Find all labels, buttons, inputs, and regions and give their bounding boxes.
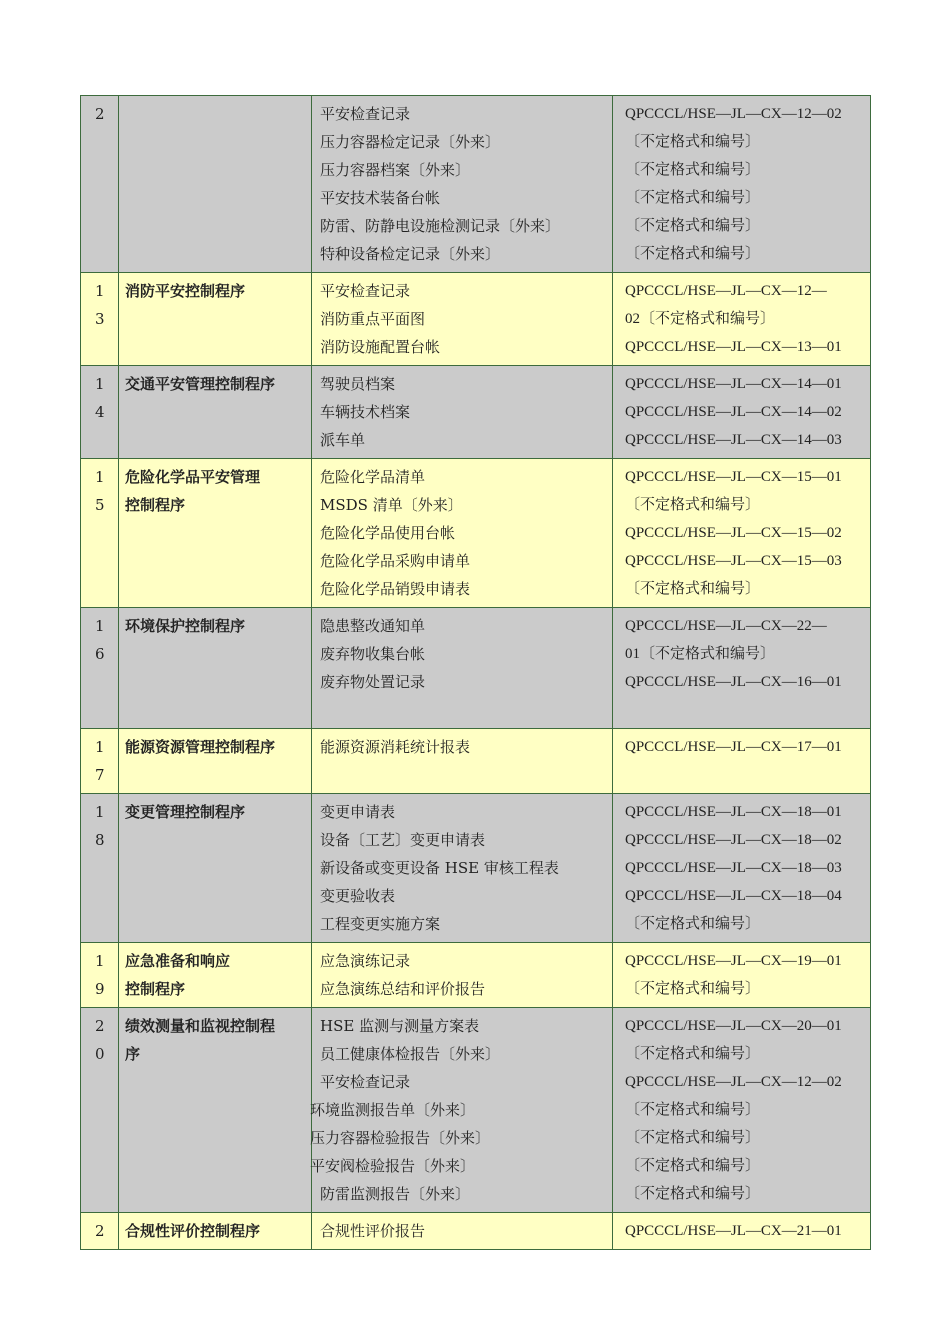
record-list-cell (312, 366, 613, 459)
procedure-name: 变更管理控制程序 (125, 803, 246, 821)
record-code: QPCCCL/HSE—JL—CX—12—02 (625, 106, 842, 122)
record-code: 〔不定格式和编号〕 (625, 134, 761, 150)
procedure-name: 交通平安管理控制程序 (125, 375, 276, 393)
table-row (81, 608, 871, 729)
procedure-records-table (80, 95, 871, 1250)
record-item: 设备〔工艺〕变更申请表 (320, 831, 486, 849)
record-code: QPCCCL/HSE—JL—CX—13—01 (625, 339, 842, 355)
record-code-cell (613, 943, 871, 1008)
record-item: 员工健康体检报告〔外来〕 (320, 1045, 501, 1063)
procedure-name-cell (119, 794, 312, 943)
record-code: QPCCCL/HSE—JL—CX—15—03 (625, 553, 842, 569)
row-number: 1 (95, 375, 105, 393)
record-code: 〔不定格式和编号〕 (625, 190, 761, 206)
record-code: QPCCCL/HSE—JL—CX—18—03 (625, 860, 842, 876)
procedure-name: 控制程序 (125, 980, 186, 998)
row-number: 3 (95, 310, 105, 328)
procedure-name-cell (119, 96, 312, 273)
procedure-name: 消防平安控制程序 (125, 282, 246, 300)
record-item: 废弃物处置记录 (320, 673, 426, 691)
record-item: 压力容器检验报告〔外来〕 (310, 1129, 491, 1147)
row-number: 2 (95, 1222, 105, 1240)
procedure-name: 序 (125, 1045, 141, 1063)
record-item: 压力容器检定记录〔外来〕 (320, 133, 501, 151)
record-code: 〔不定格式和编号〕 (625, 1158, 761, 1174)
procedure-name-cell (119, 608, 312, 729)
row-number: 2 (95, 105, 105, 123)
row-number-cell (81, 96, 119, 273)
record-code: 〔不定格式和编号〕 (625, 1186, 761, 1202)
record-item: 压力容器档案〔外来〕 (320, 161, 471, 179)
row-number: 1 (95, 803, 105, 821)
row-number: 1 (95, 617, 105, 635)
table-row (81, 96, 871, 273)
record-code: QPCCCL/HSE—JL—CX—18—02 (625, 832, 842, 848)
record-item: 消防重点平面图 (320, 310, 426, 328)
record-item: 应急演练总结和评价报告 (320, 980, 486, 998)
record-code-cell (613, 794, 871, 943)
procedure-name: 应急准备和响应 (125, 952, 231, 970)
table-row (81, 366, 871, 459)
record-item: 废弃物收集台帐 (320, 645, 426, 663)
procedure-name-cell (119, 273, 312, 366)
record-item: 能源资源消耗统计报表 (320, 738, 471, 756)
record-code: QPCCCL/HSE—JL—CX—14—02 (625, 404, 842, 420)
record-list-cell (312, 1213, 613, 1250)
row-number-cell (81, 1213, 119, 1250)
record-code-cell (613, 366, 871, 459)
row-number: 1 (95, 282, 105, 300)
record-code: QPCCCL/HSE—JL—CX—16—01 (625, 674, 842, 690)
row-number-cell (81, 273, 119, 366)
record-code: 〔不定格式和编号〕 (625, 1130, 761, 1146)
record-item: 防雷监测报告〔外来〕 (320, 1185, 471, 1203)
record-code-cell (613, 96, 871, 273)
record-code: 〔不定格式和编号〕 (625, 497, 761, 513)
record-item: 隐患整改通知单 (320, 617, 426, 635)
record-item: 危险化学品销毁申请表 (320, 580, 471, 598)
record-code-cell (613, 273, 871, 366)
record-list-cell (312, 273, 613, 366)
row-number-cell (81, 729, 119, 794)
procedure-name: 合规性评价控制程序 (125, 1222, 261, 1240)
record-list-cell (312, 1008, 613, 1213)
record-item: 特种设备检定记录〔外来〕 (320, 245, 501, 263)
record-list-cell (312, 608, 613, 729)
record-code: 01〔不定格式和编号〕 (625, 646, 776, 662)
record-code: QPCCCL/HSE—JL—CX—14—01 (625, 376, 842, 392)
record-code: QPCCCL/HSE—JL—CX—21—01 (625, 1223, 842, 1239)
record-code: QPCCCL/HSE—JL—CX—18—01 (625, 804, 842, 820)
record-code-cell (613, 459, 871, 608)
record-item: 合规性评价报告 (320, 1222, 426, 1240)
row-number: 7 (95, 766, 105, 784)
record-item: 变更验收表 (320, 887, 396, 905)
row-number: 6 (95, 645, 105, 663)
record-code: 〔不定格式和编号〕 (625, 1046, 761, 1062)
record-item: 危险化学品使用台帐 (320, 524, 456, 542)
record-item: 变更申请表 (320, 803, 396, 821)
record-code: 〔不定格式和编号〕 (625, 218, 761, 234)
record-code-cell (613, 608, 871, 729)
record-code-cell (613, 1213, 871, 1250)
record-list-cell (312, 96, 613, 273)
record-code: QPCCCL/HSE—JL—CX—15—01 (625, 469, 842, 485)
record-item: MSDS 清单〔外来〕 (320, 496, 463, 514)
record-item: 防雷、防静电设施检测记录〔外来〕 (320, 217, 561, 235)
procedure-name: 能源资源管理控制程序 (125, 738, 276, 756)
table-row (81, 459, 871, 608)
record-code: QPCCCL/HSE—JL—CX—12—02 (625, 1074, 842, 1090)
record-code: 〔不定格式和编号〕 (625, 246, 761, 262)
record-code: 02〔不定格式和编号〕 (625, 311, 776, 327)
record-item: 应急演练记录 (320, 952, 411, 970)
record-code: 〔不定格式和编号〕 (625, 581, 761, 597)
record-item: 驾驶员档案 (320, 375, 396, 393)
record-item: 新设备或变更设备 HSE 审核工程表 (320, 859, 559, 877)
record-item: 平安检查记录 (320, 282, 411, 300)
row-number-cell (81, 366, 119, 459)
record-list-cell (312, 459, 613, 608)
record-code-cell (613, 729, 871, 794)
procedure-name-cell (119, 1213, 312, 1250)
record-code: QPCCCL/HSE—JL—CX—14—03 (625, 432, 842, 448)
table-row (81, 1008, 871, 1213)
row-number: 8 (95, 831, 105, 849)
procedure-name: 控制程序 (125, 496, 186, 514)
record-item: 消防设施配置台帐 (320, 338, 441, 356)
procedure-name: 危险化学品平安管理 (125, 468, 261, 486)
row-number: 1 (95, 952, 105, 970)
record-item: 工程变更实施方案 (320, 915, 441, 933)
record-item: 平安检查记录 (320, 105, 411, 123)
record-code: QPCCCL/HSE—JL—CX—18—04 (625, 888, 842, 904)
record-item: 平安阀检验报告〔外来〕 (310, 1157, 476, 1175)
procedure-name: 环境保护控制程序 (125, 617, 246, 635)
record-code-cell (613, 1008, 871, 1213)
procedure-name-cell (119, 729, 312, 794)
table-row (81, 1213, 871, 1250)
table-row (81, 273, 871, 366)
row-number: 2 (95, 1017, 105, 1035)
record-list-cell (312, 943, 613, 1008)
procedure-name-cell (119, 366, 312, 459)
row-number: 1 (95, 468, 105, 486)
row-number: 4 (95, 403, 105, 421)
record-item: 环境监测报告单〔外来〕 (310, 1101, 476, 1119)
record-code: 〔不定格式和编号〕 (625, 916, 761, 932)
record-code: QPCCCL/HSE—JL—CX—20—01 (625, 1018, 842, 1034)
table-body (81, 96, 871, 1250)
row-number: 0 (95, 1045, 105, 1063)
procedure-name-cell (119, 943, 312, 1008)
row-number-cell (81, 459, 119, 608)
row-number: 5 (95, 496, 105, 514)
procedure-name: 绩效测量和监视控制程 (125, 1017, 276, 1035)
record-code: 〔不定格式和编号〕 (625, 162, 761, 178)
row-number-cell (81, 943, 119, 1008)
record-code: QPCCCL/HSE—JL—CX—22— (625, 618, 827, 634)
procedure-name-cell (119, 459, 312, 608)
record-item: 派车单 (320, 431, 366, 449)
record-code: QPCCCL/HSE—JL—CX—19—01 (625, 953, 842, 969)
record-code: QPCCCL/HSE—JL—CX—17—01 (625, 739, 842, 755)
table-row (81, 729, 871, 794)
record-list-cell (312, 794, 613, 943)
record-item: 车辆技术档案 (320, 403, 411, 421)
record-list-cell (312, 729, 613, 794)
table-row (81, 943, 871, 1008)
record-item: 平安技术装备台帐 (320, 189, 441, 207)
record-code: QPCCCL/HSE—JL—CX—12— (625, 283, 827, 299)
record-code: 〔不定格式和编号〕 (625, 1102, 761, 1118)
procedure-name-cell (119, 1008, 312, 1213)
record-item: 平安检查记录 (320, 1073, 411, 1091)
row-number-cell (81, 794, 119, 943)
row-number-cell (81, 608, 119, 729)
table-row (81, 794, 871, 943)
record-item: HSE 监测与测量方案表 (320, 1017, 480, 1035)
record-item: 危险化学品采购申请单 (320, 552, 471, 570)
row-number-cell (81, 1008, 119, 1213)
record-code: 〔不定格式和编号〕 (625, 981, 761, 997)
row-number: 9 (95, 980, 105, 998)
row-number: 1 (95, 738, 105, 756)
record-item: 危险化学品清单 (320, 468, 426, 486)
record-code: QPCCCL/HSE—JL—CX—15—02 (625, 525, 842, 541)
